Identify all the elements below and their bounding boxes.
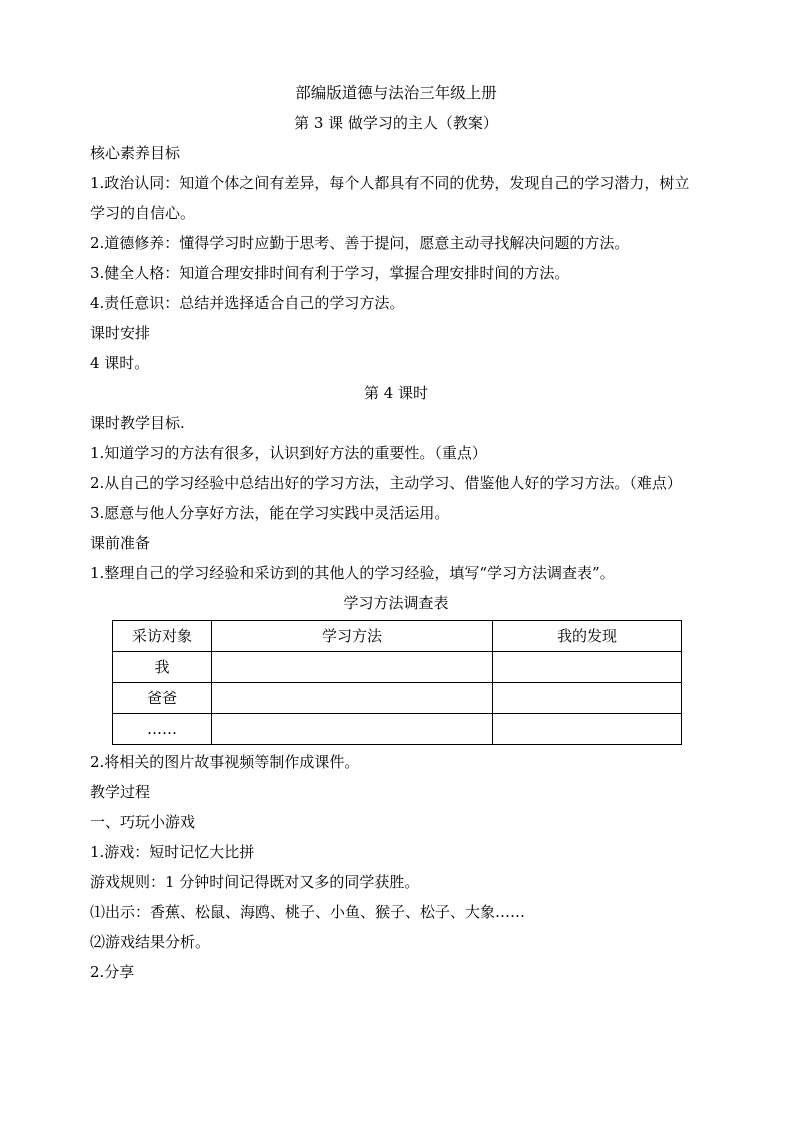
- table-cell: [212, 652, 493, 683]
- core-goal-2: 2.道德修养：懂得学习时应勤于思考、善于提问，愿意主动寻找解决问题的方法。: [90, 234, 630, 252]
- section-schedule-heading: 课时安排: [90, 324, 151, 342]
- table-header-cell: 学习方法: [212, 621, 493, 652]
- schedule-value: 4 课时。: [90, 354, 150, 372]
- part-one-heading: 一、巧玩小游戏: [90, 813, 196, 831]
- section-prep-heading: 课前准备: [90, 534, 151, 552]
- table-header-row: [113, 621, 682, 652]
- table-cell: 我: [113, 652, 212, 683]
- core-goal-1: 1.政治认同：知道个体之间有差异，每个人都具有不同的优势，发现自己的学习潜力，树立学习的自信心。: [90, 174, 690, 222]
- table-row: [113, 652, 682, 683]
- document-content: [90, 78, 702, 987]
- core-goal-3: 3.健全人格：知道合理安排时间有利于学习，掌握合理安排时间的方法。: [90, 264, 570, 282]
- table-cell: 爸爸: [113, 683, 212, 714]
- game-show: ⑴出示：香蕉、松鼠、海鸥、桃子、小鱼、猴子、松子、大象……: [90, 903, 526, 921]
- prep-item-1: 1.整理自己的学习经验和采访到的其他人的学习经验，填写“学习方法调查表”。: [90, 564, 615, 582]
- share-item: 2.分享: [90, 963, 135, 981]
- lesson-goal-3: 3.愿意与他人分享好方法，能在学习实践中灵活运用。: [90, 504, 450, 522]
- table-title: 学习方法调查表: [343, 594, 449, 612]
- table-cell: [493, 683, 682, 714]
- lesson-heading: 第 4 课时: [363, 384, 429, 402]
- section-process-heading: 教学过程: [90, 783, 151, 801]
- core-goal-4: 4.责任意识：总结并选择适合自己的学习方法。: [90, 294, 405, 312]
- table-cell: [493, 714, 682, 745]
- table-header-cell: 采访对象: [113, 621, 212, 652]
- document-title: 部编版道德与法治三年级上册: [295, 84, 497, 102]
- game-rules: 游戏规则：1 分钟时间记得既对又多的同学获胜。: [90, 873, 420, 891]
- game-item-1: 1.游戏：短时记忆大比拼: [90, 843, 255, 861]
- table-cell: ……: [113, 714, 212, 745]
- table-cell: [212, 683, 493, 714]
- lesson-goal-1: 1.知道学习的方法有很多，认识到好方法的重要性。（重点）: [90, 444, 487, 462]
- game-analysis: ⑵游戏结果分析。: [90, 933, 211, 951]
- lesson-subtitle: 第 3 课 做学习的主人（教案）: [294, 114, 498, 132]
- table-row: [113, 683, 682, 714]
- table-header-cell: 我的发现: [493, 621, 682, 652]
- table-cell: [493, 652, 682, 683]
- table-cell: [212, 714, 493, 745]
- lesson-goal-2: 2.从自己的学习经验中总结出好的学习方法，主动学习、借鉴他人好的学习方法。（难点）: [90, 474, 682, 492]
- survey-table: [112, 620, 682, 745]
- section-core-heading: 核心素养目标: [90, 144, 181, 162]
- section-lesson-goals-heading: 课时教学目标.: [90, 414, 185, 432]
- prep-item-2: 2.将相关的图片故事视频等制作成课件。: [90, 753, 360, 771]
- table-row: [113, 714, 682, 745]
